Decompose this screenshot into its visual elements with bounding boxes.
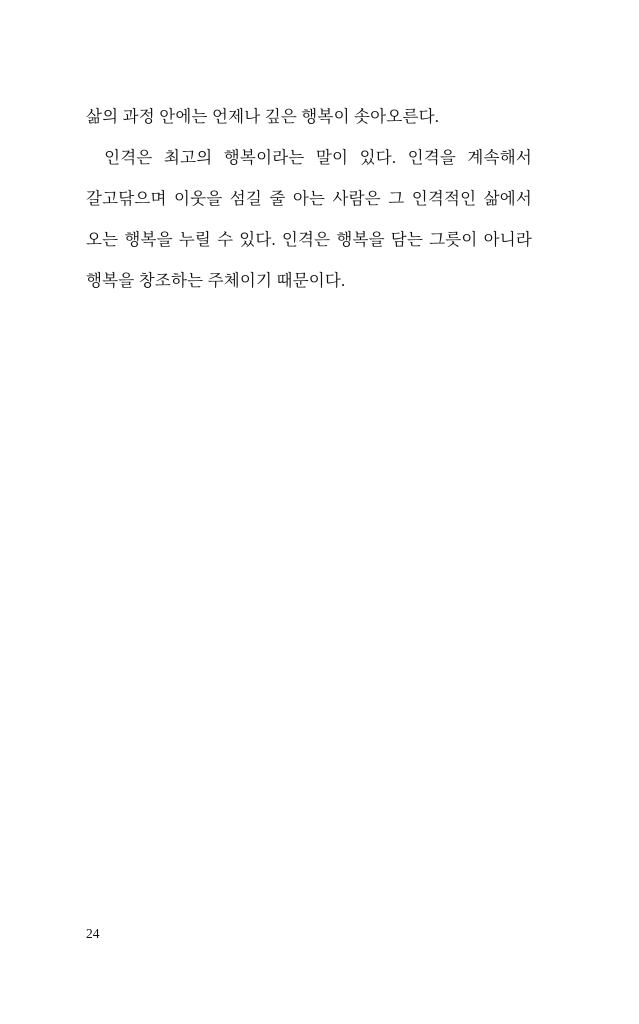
page-number: 24 — [86, 926, 100, 941]
paragraph-continued: 삶의 과정 안에는 언제나 깊은 행복이 솟아오른다. — [86, 107, 440, 126]
body-text-block — [86, 96, 532, 301]
paragraph-body: 인격은 최고의 행복이라는 말이 있다. 인격을 계속해서 갈고닦으며 이웃을 섬길 줄 아는 사람은 그 인격적인 삶에서 오는 행복을 누릴 수 있다. 인격은 행복을 담는 그릇이 아니라 행복을 창조하는 주체이기 때문이다. — [86, 148, 532, 290]
